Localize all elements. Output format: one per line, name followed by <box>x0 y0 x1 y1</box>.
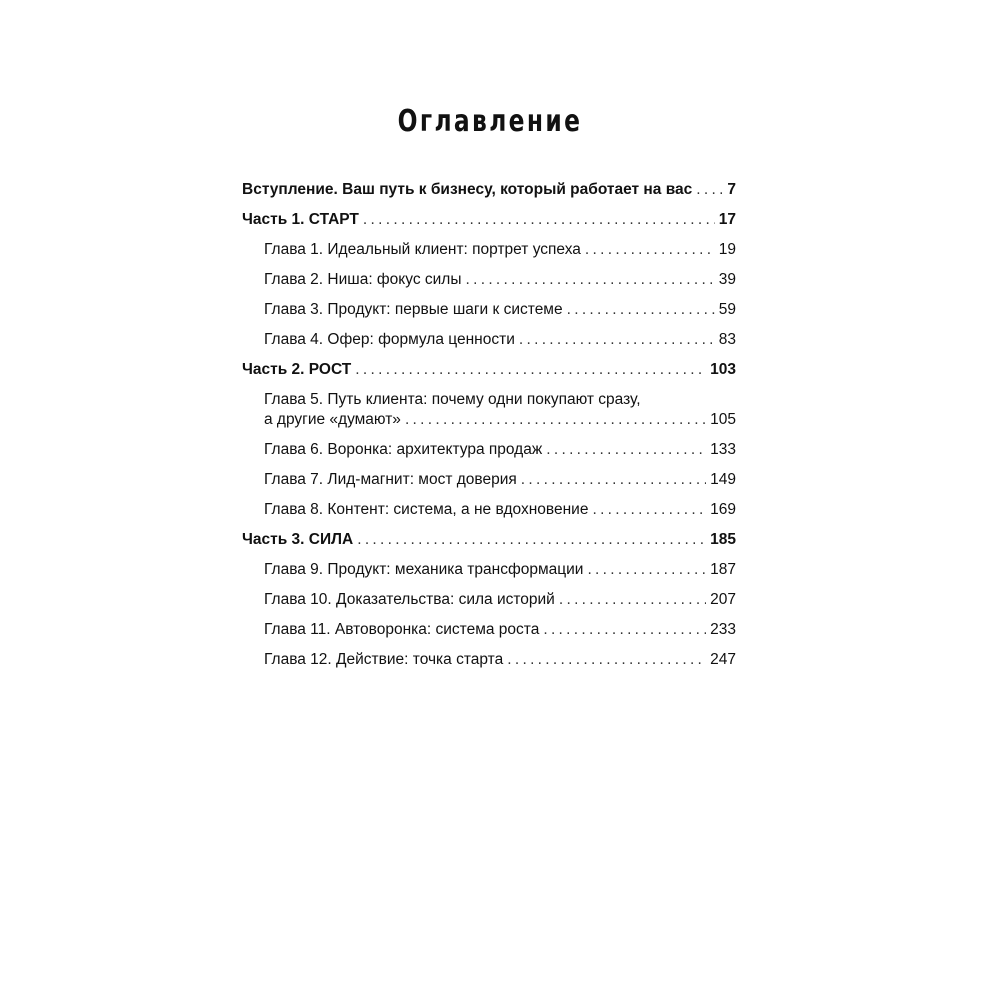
toc-entry-page: 169 <box>710 501 736 518</box>
toc-entry-page: 103 <box>710 361 736 378</box>
leader-dots <box>507 650 706 670</box>
toc-entry-chapter-9[interactable] <box>242 560 736 580</box>
leader-dots <box>357 530 706 550</box>
leader-dots <box>546 440 706 460</box>
toc-entry-chapter-1[interactable] <box>242 240 736 260</box>
leader-dots <box>559 590 706 610</box>
leader-dots <box>405 410 706 430</box>
toc-entry-chapter-11[interactable] <box>242 620 736 640</box>
toc-entry-label: Глава 3. Продукт: первые шаги к системе <box>264 301 563 318</box>
toc-entry-page: 59 <box>718 301 736 318</box>
page-title: Оглавление <box>397 104 583 139</box>
toc-entry-page: 7 <box>727 181 736 198</box>
toc-entry-label: Глава 7. Лид-магнит: мост доверия <box>264 471 517 488</box>
toc-entry-part-3[interactable] <box>242 530 736 550</box>
leader-dots <box>696 180 723 200</box>
leader-dots <box>587 560 706 580</box>
toc-entry-chapter-10[interactable] <box>242 590 736 610</box>
toc-entry-chapter-2[interactable] <box>242 270 736 290</box>
toc-entry-label: Глава 2. Ниша: фокус силы <box>264 271 462 288</box>
leader-dots <box>543 620 706 640</box>
toc-entry-label: Глава 9. Продукт: механика трансформации <box>264 561 584 578</box>
toc-entry-chapter-7[interactable] <box>242 470 736 490</box>
toc-entry-part-1[interactable] <box>242 210 736 230</box>
toc-entry-chapter-8[interactable] <box>242 500 736 520</box>
toc-entry-label: Глава 12. Действие: точка старта <box>264 651 504 668</box>
toc-entry-label: Глава 8. Контент: система, а не вдохновение <box>264 501 589 518</box>
leader-dots <box>567 300 715 320</box>
toc-entry-page: 105 <box>710 411 736 428</box>
toc-entry-label: Глава 6. Воронка: архитектура продаж <box>264 441 543 458</box>
toc-entry-label-continued: а другие «думают» <box>264 411 401 428</box>
toc-entry-page: 149 <box>710 471 736 488</box>
toc-entry-page: 185 <box>710 531 736 548</box>
leader-dots <box>465 270 714 290</box>
leader-dots <box>355 360 706 380</box>
toc-entry-label: Глава 4. Офер: формула ценности <box>264 331 515 348</box>
toc-entry-label: Часть 2. РОСТ <box>242 361 352 378</box>
toc-entry-chapter-4[interactable] <box>242 330 736 350</box>
table-of-contents <box>242 180 736 680</box>
toc-entry-chapter-6[interactable] <box>242 440 736 460</box>
toc-entry-label: Глава 1. Идеальный клиент: портрет успеха <box>264 241 581 258</box>
toc-entry-intro[interactable] <box>242 180 736 200</box>
leader-dots <box>585 240 715 260</box>
toc-entry-page: 39 <box>718 271 736 288</box>
toc-entry-label: Часть 3. СИЛА <box>242 531 354 548</box>
toc-entry-page: 187 <box>710 561 736 578</box>
toc-entry-part-2[interactable] <box>242 360 736 380</box>
toc-entry-chapter-5[interactable] <box>242 390 736 430</box>
toc-entry-page: 233 <box>710 621 736 638</box>
toc-entry-label: Глава 5. Путь клиента: почему одни покупают сразу, <box>264 391 641 408</box>
toc-entry-chapter-3[interactable] <box>242 300 736 320</box>
toc-entry-label: Часть 1. СТАРТ <box>242 211 359 228</box>
toc-entry-page: 17 <box>718 211 736 228</box>
toc-entry-chapter-12[interactable] <box>242 650 736 670</box>
toc-entry-page: 247 <box>710 651 736 668</box>
leader-dots <box>592 500 706 520</box>
toc-entry-page: 83 <box>718 331 736 348</box>
leader-dots <box>519 330 715 350</box>
toc-entry-label: Вступление. Ваш путь к бизнесу, который работает на вас <box>242 181 693 198</box>
toc-entry-label: Глава 11. Автоворонка: система роста <box>264 621 540 638</box>
toc-entry-label: Глава 10. Доказательства: сила историй <box>264 591 555 608</box>
toc-entry-page: 133 <box>710 441 736 458</box>
leader-dots <box>363 210 715 230</box>
leader-dots <box>521 470 706 490</box>
toc-entry-page: 19 <box>718 241 736 258</box>
toc-entry-continuation <box>264 410 736 430</box>
toc-entry-page: 207 <box>710 591 736 608</box>
